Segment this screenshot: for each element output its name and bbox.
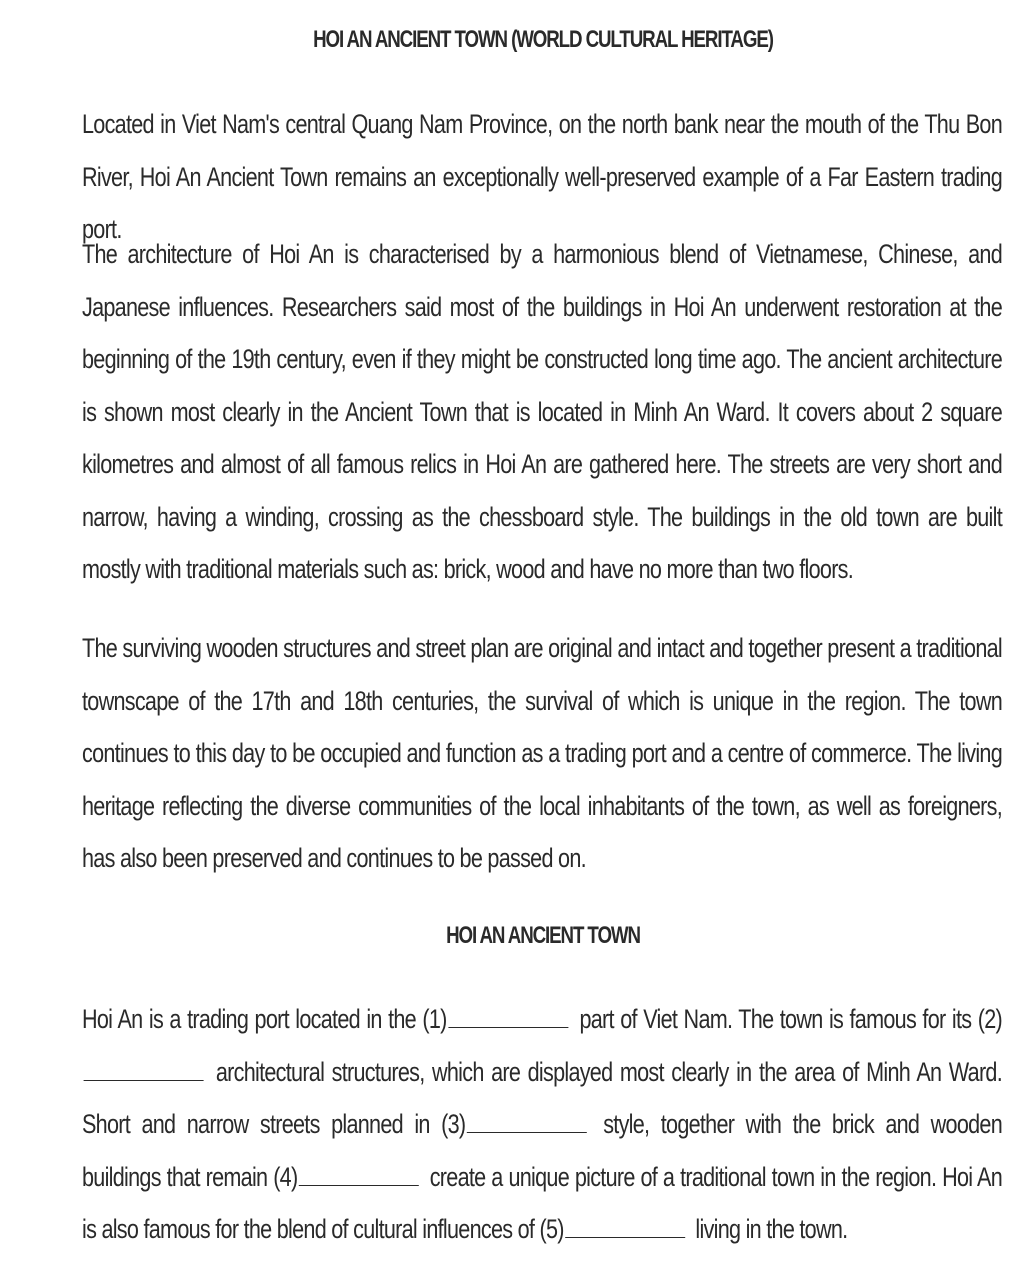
document-title: HOI AN ANCIENT TOWN (WORLD CULTURAL HERITAGE): [313, 26, 773, 53]
blank-5[interactable]: [565, 1211, 685, 1238]
summary-paragraph: [82, 993, 1002, 1256]
paragraph-architecture: The architecture of Hoi An is characterised by a harmonious blend of Vietnamese, Chinese, and Japanese influences. Researchers said most of the buildings in Hoi An underwent restoration at the beginning of the 19th century, even if they might be constructed long time ago. The ancient architecture is shown most clearly in the Ancient Town that is located in Minh An Ward. It covers about 2 square kilometres and almost of all famous relics in Hoi An are gathered here. The streets are very short and narrow, having a winding, crossing as the chessboard style. The buildings in the old town are built mostly with traditional materials such as: brick, wood and have no more than two floors.: [82, 239, 1002, 584]
blank-number-1: (1): [422, 1004, 447, 1034]
summary-title: HOI AN ANCIENT TOWN: [446, 922, 640, 949]
summary-text: part of Viet Nam. The town is famous for its: [573, 1004, 978, 1034]
blank-number-3: (3): [441, 1109, 466, 1139]
summary-text: living in the town.: [690, 1214, 848, 1244]
blank-1[interactable]: [448, 1001, 568, 1028]
blank-2[interactable]: [84, 1054, 204, 1081]
summary-text: architectural structures, which are displayed most clearly in the area of Minh An Ward. Short and narrow streets planned in: [82, 1056, 1002, 1139]
blank-3[interactable]: [467, 1106, 587, 1133]
blank-number-4: (4): [273, 1161, 298, 1192]
summary-text: create a unique picture of a traditional town in the region. Hoi An is also famous for the blend of cultural influences of: [82, 1161, 1002, 1244]
blank-number-2: (2): [977, 1004, 1002, 1034]
blank-number-5: (5): [539, 1214, 564, 1244]
paragraph-heritage: The surviving wooden structures and street plan are original and intact and together present a traditional townscape of the 17th and 18th centuries, the survival of which is unique in the region. The town continues to this day to be occupied and function as a trading port and a centre of commerce. The living heritage reflecting the diverse communities of the local inhabitants of the town, as well as foreigners, has also been preserved and continues to be passed on.: [82, 633, 1002, 873]
summary-text: Hoi An is a trading port located in the: [82, 1004, 423, 1034]
paragraph-location: Located in Viet Nam's central Quang Nam Province, on the north bank near the mouth of the Thu Bon River, Hoi An Ancient Town remains an exceptionally well-preserved example of a Far Eastern trading port.: [82, 109, 1002, 244]
summary-text: style, together with the brick and wooden buildings that remain: [82, 1109, 1002, 1192]
blank-4[interactable]: [299, 1159, 419, 1186]
